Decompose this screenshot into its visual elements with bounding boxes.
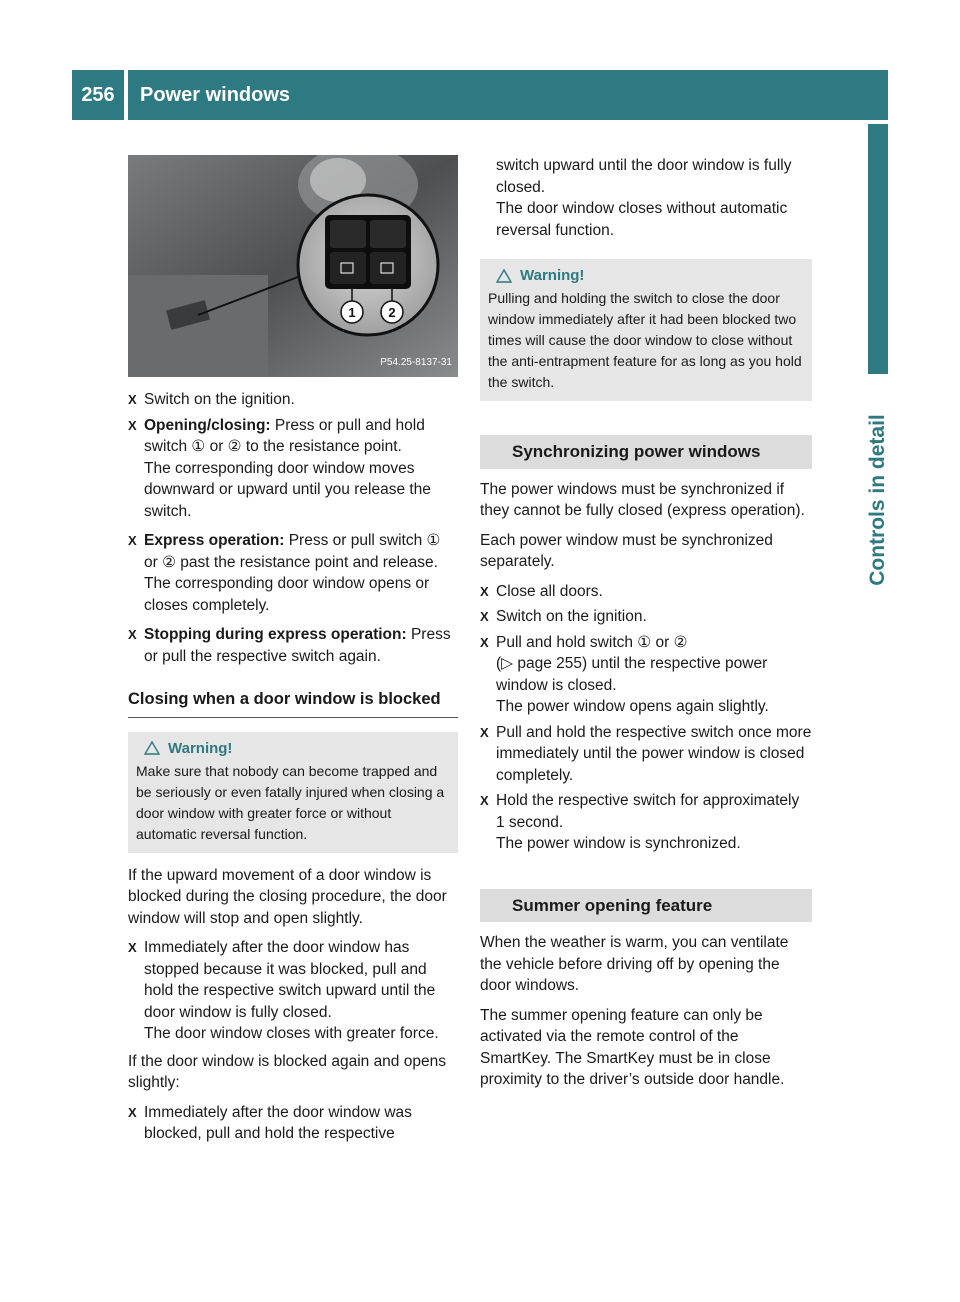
page-title: Power windows: [128, 70, 888, 120]
step-item: [480, 632, 812, 718]
step-heading: Opening/closing:: [144, 416, 271, 434]
paragraph: The power windows must be synchronized if they cannot be fully closed (express operation).: [480, 480, 805, 519]
step-heading: Express operation:: [144, 532, 285, 549]
step-marker-icon: X: [128, 1104, 137, 1120]
warning-text: Make sure that nobody can become trapped and be seriously or even fatally injured when closing a door window with greater force or without automatic reversal function.: [136, 762, 445, 842]
step-text: Pull and hold the respective switch once more immediately until the power window is closed completely.: [496, 723, 812, 784]
step-result: The power window is synchronized.: [496, 835, 741, 852]
page-number: 256: [72, 70, 124, 120]
step-item: [480, 581, 812, 603]
step-text: Immediately after the door window was blocked, pull and hold the respective: [144, 1103, 412, 1142]
step-result: The door window closes without automatic reversal function.: [496, 200, 788, 239]
step-text: Switch on the ignition.: [496, 608, 647, 625]
page-reference-link[interactable]: (▷ page 255) until the respective power window is closed.: [496, 655, 768, 694]
warning-triangle-icon: [496, 269, 512, 283]
step-text: Press or pull the respective switch again.: [144, 626, 451, 665]
step-result: The power window opens again slightly.: [496, 698, 769, 715]
section-title-summer: Summer opening feature: [480, 889, 812, 923]
step-marker-icon: X: [480, 609, 489, 624]
window-switch-photo: [128, 155, 458, 377]
step-marker-icon: X: [480, 793, 489, 808]
step-marker-icon: X: [128, 627, 137, 642]
warning-heading: Warning!: [136, 738, 450, 759]
step-item: [128, 624, 458, 667]
step-text: Pull and hold switch ① or ②: [496, 633, 688, 651]
step-item: [480, 790, 812, 855]
step-text: Close all doors.: [496, 582, 603, 600]
callout-1-label: 1: [348, 305, 356, 320]
step-item: [480, 606, 812, 628]
step-item: [128, 530, 458, 616]
step-text: Press or pull and hold switch ① or ② to the resistance point.: [144, 416, 425, 455]
left-column: [128, 155, 458, 1149]
callout-2-label: 2: [388, 305, 396, 320]
step-marker-icon: X: [480, 583, 489, 599]
step-marker-icon: X: [480, 634, 489, 650]
step-item: [128, 1102, 458, 1145]
step-text: Immediately after the door window has stopped because it was blocked, pull and hold the respective switch upward until the door window is fully closed.: [144, 939, 436, 1021]
window-switch-figure: [128, 155, 458, 377]
step-marker-icon: X: [128, 533, 137, 548]
section-title-sync: Synchronizing power windows: [480, 435, 812, 469]
step-text: Switch on the ignition.: [144, 391, 295, 408]
step-result: The corresponding door window opens or closes completely.: [144, 575, 430, 614]
paragraph: If the upward movement of a door window is blocked during the closing procedure, the door window will stop and open slightly.: [128, 866, 447, 927]
step-marker-icon: X: [128, 392, 137, 407]
warning-box: [480, 259, 812, 401]
figure-code: P54.25-8137-31: [380, 356, 452, 368]
step-heading: Stopping during express operation:: [144, 626, 407, 643]
step-continuation: switch upward until the door window is fully closed.: [496, 157, 792, 196]
step-marker-icon: X: [128, 417, 137, 433]
side-accent-bar: [868, 124, 888, 374]
step-marker-icon: X: [128, 940, 137, 955]
step-text: Hold the respective switch for approximately 1 second.: [496, 792, 800, 831]
warning-heading: Warning!: [488, 265, 804, 286]
step-marker-icon: X: [480, 724, 489, 740]
paragraph: When the weather is warm, you can ventilate the vehicle before driving off by opening the door windows.: [480, 934, 789, 994]
side-section-label: Controls in detail: [866, 414, 890, 586]
step-item: [480, 722, 812, 787]
step-item: [128, 389, 458, 411]
warning-text: Pulling and holding the switch to close the door window immediately after it had been blocked two times will cause the door window to close without the anti-entrapment feature for as long as you hold the switch.: [488, 290, 802, 390]
paragraph: The summer opening feature can only be activated via the remote control of the SmartKey. The SmartKey must be in close proximity to the driver’s outside door handle.: [480, 1006, 785, 1088]
warning-triangle-icon: [144, 741, 160, 755]
step-result: The door window closes with greater force.: [144, 1025, 439, 1042]
right-column: [480, 155, 812, 1099]
warning-box: [128, 732, 458, 853]
step-result: The corresponding door window moves downward or upward until you release the switch.: [144, 459, 431, 520]
paragraph: Each power window must be synchronized separately.: [480, 531, 773, 570]
step-item: [128, 937, 458, 1045]
step-item: [128, 415, 458, 523]
step-text: Press or pull switch ① or ② past the resistance point and release.: [144, 532, 441, 571]
section-title-blocked: Closing when a door window is blocked: [128, 681, 458, 718]
paragraph: If the door window is blocked again and opens slightly:: [128, 1052, 446, 1091]
